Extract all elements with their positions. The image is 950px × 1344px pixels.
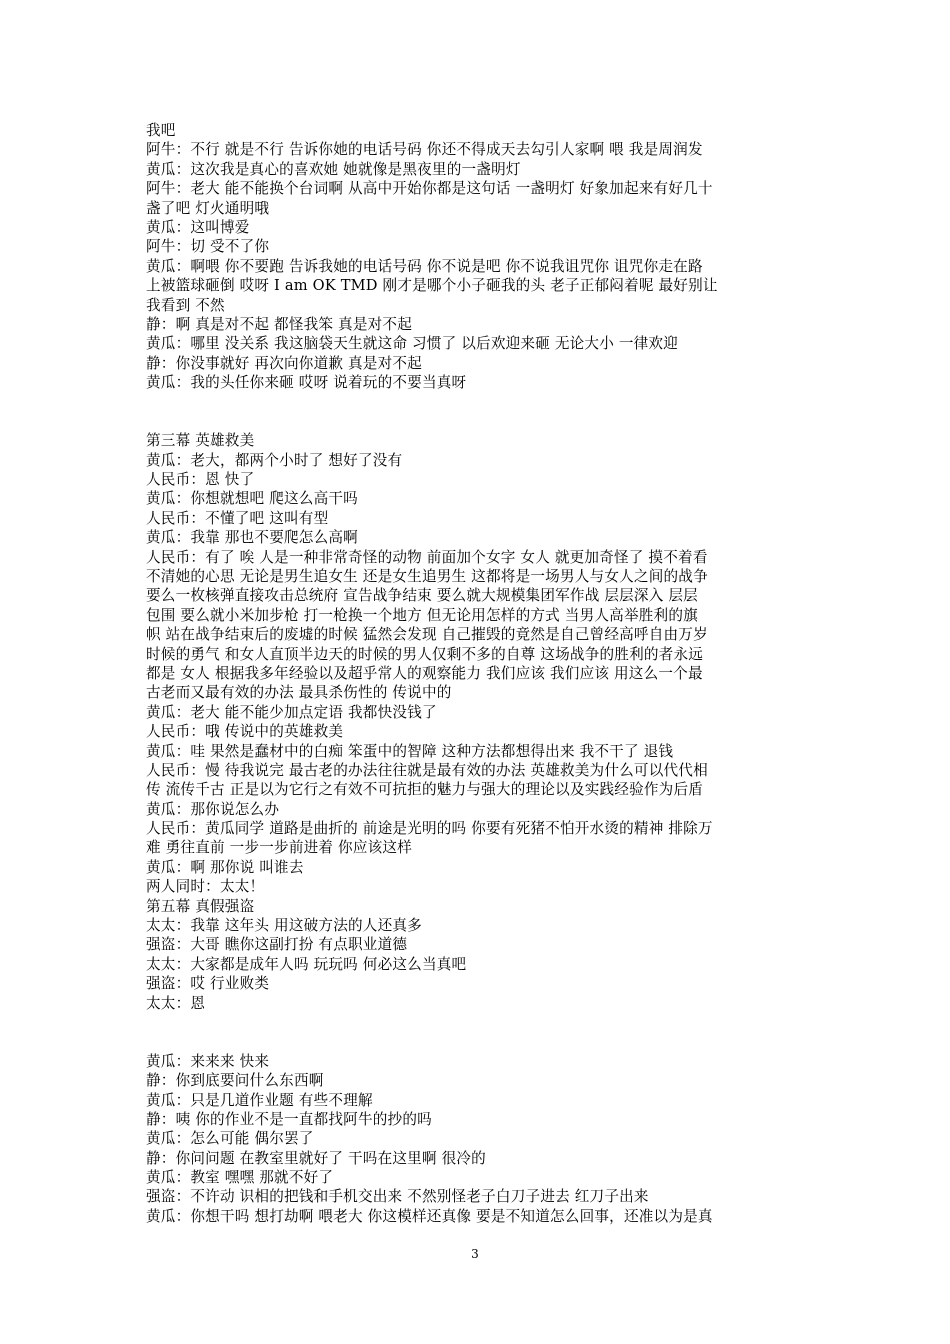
text-line: 黄瓜：来来来 快来 [146, 1052, 270, 1070]
text-line: 古老而又最有效的办法 最具杀伤性的 传说中的 [146, 684, 452, 702]
text-line: 难 勇往直前 一步一步前进着 你应该这样 [146, 839, 413, 857]
text-line: 黄瓜：我靠 那也不要爬怎么高啊 [146, 529, 358, 547]
text-line: 第三幕 英雄救美 [146, 432, 255, 450]
text-line: 不清她的心思 无论是男生追女生 还是女生追男生 这都将是一场男人与女人之间的战争 [146, 567, 708, 585]
text-line: 太太：我靠 这年头 用这破方法的人还真多 [146, 917, 422, 935]
text-line: 强盗：不许动 识相的把钱和手机交出来 不然别怪老子白刀子进去 红刀子出来 [146, 1188, 649, 1206]
text-line: 黄瓜：教室 嘿嘿 那就不好了 [146, 1169, 334, 1187]
blank-line [146, 1013, 802, 1032]
blank-line [146, 1032, 802, 1051]
text-line: 黄瓜：啊喂 你不要跑 告诉我她的电话号码 你不说是吧 你不说我诅咒你 诅咒你走在路 [146, 257, 703, 275]
text-line: 静：你没事就好 再次向你道歉 真是对不起 [146, 354, 422, 372]
text-line: 两人同时：太太！ [146, 878, 265, 896]
text-line: 都是 女人 根据我多年经验以及超乎常人的观察能力 我们应该 我们应该 用这么一个最 [146, 664, 703, 682]
text-line: 黄瓜：怎么可能 偶尔罢了 [146, 1130, 314, 1148]
text-line: 人民币：黄瓜同学 道路是曲折的 前途是光明的吗 你要有死猪不怕开水烫的精神 排除万 [146, 820, 713, 838]
text-line: 静：你问问题 在教室里就好了 干吗在这里啊 很冷的 [146, 1149, 486, 1167]
text-line: 帜 站在战争结束后的废墟的时候 猛然会发现 自己摧毁的竟然是自己曾经高呼自由万岁 [146, 626, 708, 644]
text-line: 静：啊 真是对不起 都怪我笨 真是对不起 [146, 315, 413, 333]
text-line: 人民币：有了 唉 人是一种非常奇怪的动物 前面加个女字 女人 就更加奇怪了 摸不着看 [146, 548, 708, 566]
text-line: 黄瓜：那你说怎么办 [146, 800, 280, 818]
text-line: 黄瓜：老大，都两个小时了 想好了没有 [146, 451, 403, 469]
text-line: 包围 要么就小米加步枪 打一枪换一个地方 但无论用怎样的方式 当男人高举胜利的旗 [146, 606, 698, 624]
text-line: 黄瓜：你想干吗 想打劫啊 喂老大 你这模样还真像 要是不知道怎么回事，还准以为是真 [146, 1207, 713, 1225]
text-line: 上被篮球砸倒 哎呀 I am OK TMD 刚才是哪个小子砸我的头 老子正郁闷着呢 最好别让 [146, 277, 718, 295]
text-line: 黄瓜：只是几道作业题 有些不理解 [146, 1091, 373, 1109]
text-line: 太太：恩 [146, 994, 206, 1012]
text-line: 静：你到底要问什么东西啊 [146, 1072, 324, 1090]
text-line: 黄瓜：哇 果然是蠢材中的白痴 笨蛋中的智障 这种方法都想得出来 我不干了 退钱 [146, 742, 674, 760]
page-number: 3 [471, 1247, 479, 1261]
text-line: 盏了吧 灯火通明哦 [146, 199, 270, 217]
text-line: 阿牛：切 受不了你 [146, 238, 270, 256]
text-line: 黄瓜：哪里 没关系 我这脑袋天生就这命 习惯了 以后欢迎来砸 无论大小 一律欢迎 [146, 335, 679, 353]
text-line: 我看到 不然 [146, 296, 225, 314]
text-line: 静：咦 你的作业不是一直都找阿牛的抄的吗 [146, 1110, 432, 1128]
text-line: 黄瓜：这次我是真心的喜欢她 她就像是黑夜里的一盏明灯 [146, 160, 521, 178]
text-line: 黄瓜：啊 那你说 叫谁去 [146, 858, 304, 876]
text-line: 黄瓜：老大 能不能少加点定语 我都快没钱了 [146, 703, 437, 721]
text-line: 第五幕 真假强盗 [146, 897, 255, 915]
text-line: 黄瓜：我的头任你来砸 哎呀 说着玩的不要当真呀 [146, 374, 467, 392]
document-body [146, 121, 802, 1226]
text-line: 黄瓜：你想就想吧 爬这么高干吗 [146, 490, 358, 508]
blank-line [146, 392, 802, 411]
text-line: 太太：大家都是成年人吗 玩玩吗 何必这么当真吧 [146, 955, 467, 973]
text-line: 强盗：大哥 瞧你这副打扮 有点职业道德 [146, 936, 408, 954]
text-line: 黄瓜：这叫博爱 [146, 218, 250, 236]
text-line: 强盗：哎 行业败类 [146, 975, 270, 993]
text-line: 时候的勇气 和女人直顶半边天的时候的男人仅剩不多的自尊 这场战争的胜利的者永远 [146, 645, 704, 663]
text-line: 人民币：慢 待我说完 最古老的办法往往就是最有效的办法 英雄救美为什么可以代代相 [146, 761, 708, 779]
text-line: 阿牛：老大 能不能换个台词啊 从高中开始你都是这句话 一盏明灯 好象加起来有好几十 [146, 180, 713, 198]
text-line: 人民币：不懂了吧 这叫有型 [146, 509, 329, 527]
text-line: 人民币：哦 传说中的英雄救美 [146, 723, 344, 741]
blank-line [146, 412, 802, 431]
text-line: 要么一枚核弹直接攻击总统府 宣告战争结束 要么就大规模集团军作战 层层深入 层层 [146, 587, 698, 605]
text-line: 我吧 [146, 122, 176, 139]
text-line: 传 流传千古 正是以为它行之有效不可抗拒的魅力与强大的理论以及实践经验作为后盾 [146, 781, 704, 799]
text-line: 人民币：恩 快了 [146, 471, 255, 489]
text-line: 阿牛：不行 就是不行 告诉你她的电话号码 你还不得成天去勾引人家啊 喂 我是周润发 [146, 141, 703, 159]
